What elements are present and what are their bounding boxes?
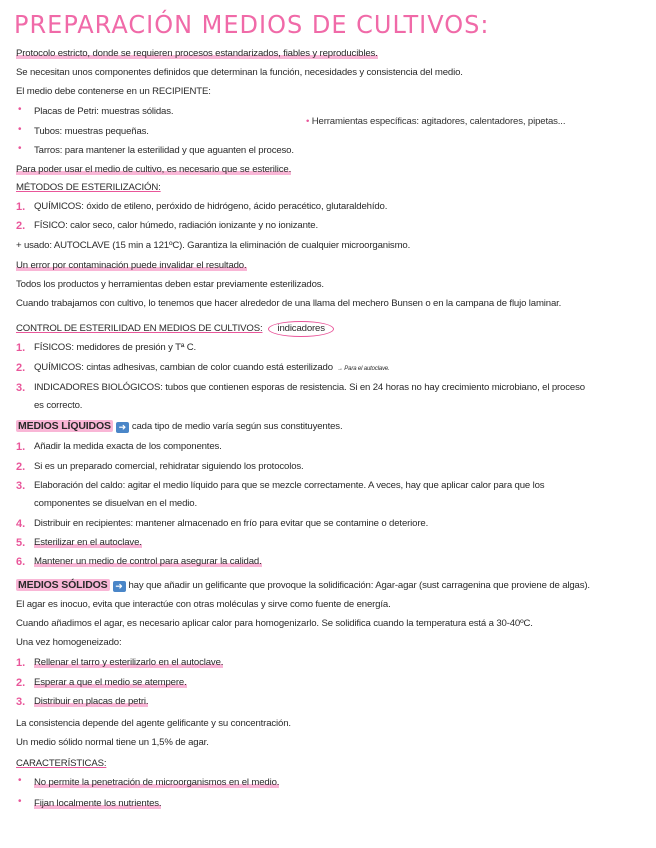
solidos-step: Rellenar el tarro y esterilizarlo en el autoclave.	[34, 657, 224, 668]
control-item: QUÍMICOS: cintas adhesivas, cambian de color cuando está esterilizado → Para el autoclave.	[34, 362, 390, 373]
intro-line-1: Protocolo estricto, donde se requieren procesos estandarizados, fiables y reproducibles.	[16, 48, 378, 59]
step-number: 3.	[16, 480, 26, 492]
solidos-line: El agar es inocuo, evita que interactúe con otras moléculas y sirve como fuente de energía.	[16, 599, 391, 610]
autoclave-note: + usado: AUTOCLAVE (15 min a 121ºC). Garantiza la eliminación de cualquier microorganismo.	[16, 240, 411, 251]
indicadores-oval: indicadores	[268, 321, 333, 337]
caracteristicas-heading: CARACTERÍSTICAS:	[16, 758, 107, 769]
solidos-step: Esperar a que el medio se atempere.	[34, 677, 187, 688]
control-heading: CONTROL DE ESTERILIDAD EN MEDIOS DE CULTIVOS: indicadores	[16, 321, 334, 337]
liquidos-step: Elaboración del caldo: agitar el medio líquido para que se mezcle correctamente. A veces, hay que aplicar calor para que los	[34, 480, 545, 491]
bullet-icon: •	[18, 143, 22, 154]
recipient-item: Placas de Petri: muestras sólidas.	[34, 106, 174, 117]
recipient-item: Tarros: para mantener la esterilidad y que aguanten el proceso.	[34, 145, 294, 156]
step-number: 4.	[16, 518, 26, 530]
step-number: 2.	[16, 220, 26, 232]
liquidos-heading: MEDIOS LÍQUIDOS ➜ cada tipo de medio varía según sus constituyentes.	[18, 420, 343, 432]
sterilize-note: Para poder usar el medio de cultivo, es necesario que se esterilice.	[16, 164, 292, 175]
step-number: 2.	[16, 677, 26, 689]
control-item: INDICADORES BIOLÓGICOS: tubos que contienen esporas de resistencia. Si en 24 horas no hay crecimiento microbiano, el proceso	[34, 382, 585, 393]
method-item: QUÍMICOS: óxido de etileno, peróxido de hidrógeno, ácido peracético, glutaraldehído.	[34, 201, 388, 212]
step-number: 6.	[16, 556, 26, 568]
intro-line-3: El medio debe contenerse en un RECIPIENTE:	[16, 86, 211, 97]
liquidos-step: Añadir la medida exacta de los componentes.	[34, 441, 222, 452]
step-number: 1.	[16, 441, 26, 453]
step-number: 1.	[16, 657, 26, 669]
caracteristica-item: Fijan localmente los nutrientes.	[34, 798, 162, 809]
methods-heading: MÉTODOS DE ESTERILIZACIÓN:	[16, 182, 161, 193]
control-item: FÍSICOS: medidores de presión y Tª C.	[34, 342, 197, 353]
arrow-right-icon: ➜	[113, 581, 126, 592]
method-item: FÍSICO: calor seco, calor húmedo, radiación ionizante y no ionizante.	[34, 220, 319, 231]
arrow-right-icon: ➜	[116, 422, 129, 433]
step-number: 3.	[16, 382, 26, 394]
bullet-icon: •	[18, 775, 22, 786]
solidos-line: Una vez homogeneizado:	[16, 637, 122, 648]
liquidos-step: Esterilizar en el autoclave.	[34, 537, 142, 548]
bullet-icon: •	[18, 796, 22, 807]
liquidos-step: Mantener un medio de control para asegurar la calidad.	[34, 556, 262, 567]
liquidos-step: Distribuir en recipientes: mantener almacenado en frío para evitar que se contamine o deteriore.	[34, 518, 429, 529]
step-number: 5.	[16, 537, 26, 549]
caracteristica-item: No permite la penetración de microorganismos en el medio.	[34, 777, 280, 788]
control-item-cont: es correcto.	[34, 400, 83, 411]
tools-note: • Herramientas específicas: agitadores, calentadores, pipetas...	[306, 116, 566, 127]
recipient-item: Tubos: muestras pequeñas.	[34, 126, 149, 137]
solidos-line: Cuando añadimos el agar, es necesario aplicar calor para homogenizarlo. Se solidifica cuando la temperatura está a 30-40ºC.	[16, 618, 533, 629]
agar-note: Un medio sólido normal tiene un 1,5% de agar.	[16, 737, 209, 748]
step-number: 1.	[16, 201, 26, 213]
intro-line-2: Se necesitan unos componentes definidos que determinan la función, necesidades y consistencia del medio.	[16, 67, 463, 78]
liquidos-step: Si es un preparado comercial, rehidratar siguiendo los protocolos.	[34, 461, 304, 472]
consistency-note: La consistencia depende del agente gelificante y su concentración.	[16, 718, 291, 729]
error-note: Un error por contaminación puede invalidar el resultado.	[16, 260, 247, 271]
solidos-heading: MEDIOS SÓLIDOS ➜ hay que añadir un gelificante que provoque la solidificación: Agar-agar (sust carragenina que proviene de algas).	[18, 579, 590, 591]
solidos-step: Distribuir en placas de petri.	[34, 696, 149, 707]
step-number: 1.	[16, 342, 26, 354]
page-title: PREPARACIÓN MEDIOS DE CULTIVOS:	[14, 10, 490, 40]
liquidos-step-cont: componentes se disuelvan en el medio.	[34, 498, 197, 509]
products-note: Todos los productos y herramientas deben estar previamente esterilizados.	[16, 279, 324, 290]
bullet-icon: •	[18, 124, 22, 135]
bullet-icon: •	[18, 104, 22, 115]
working-note: Cuando trabajamos con cultivo, lo tenemos que hacer alrededor de una llama del mechero Bunsen o en la campana de flujo laminar.	[16, 298, 562, 309]
step-number: 2.	[16, 362, 26, 374]
step-number: 3.	[16, 696, 26, 708]
step-number: 2.	[16, 461, 26, 473]
